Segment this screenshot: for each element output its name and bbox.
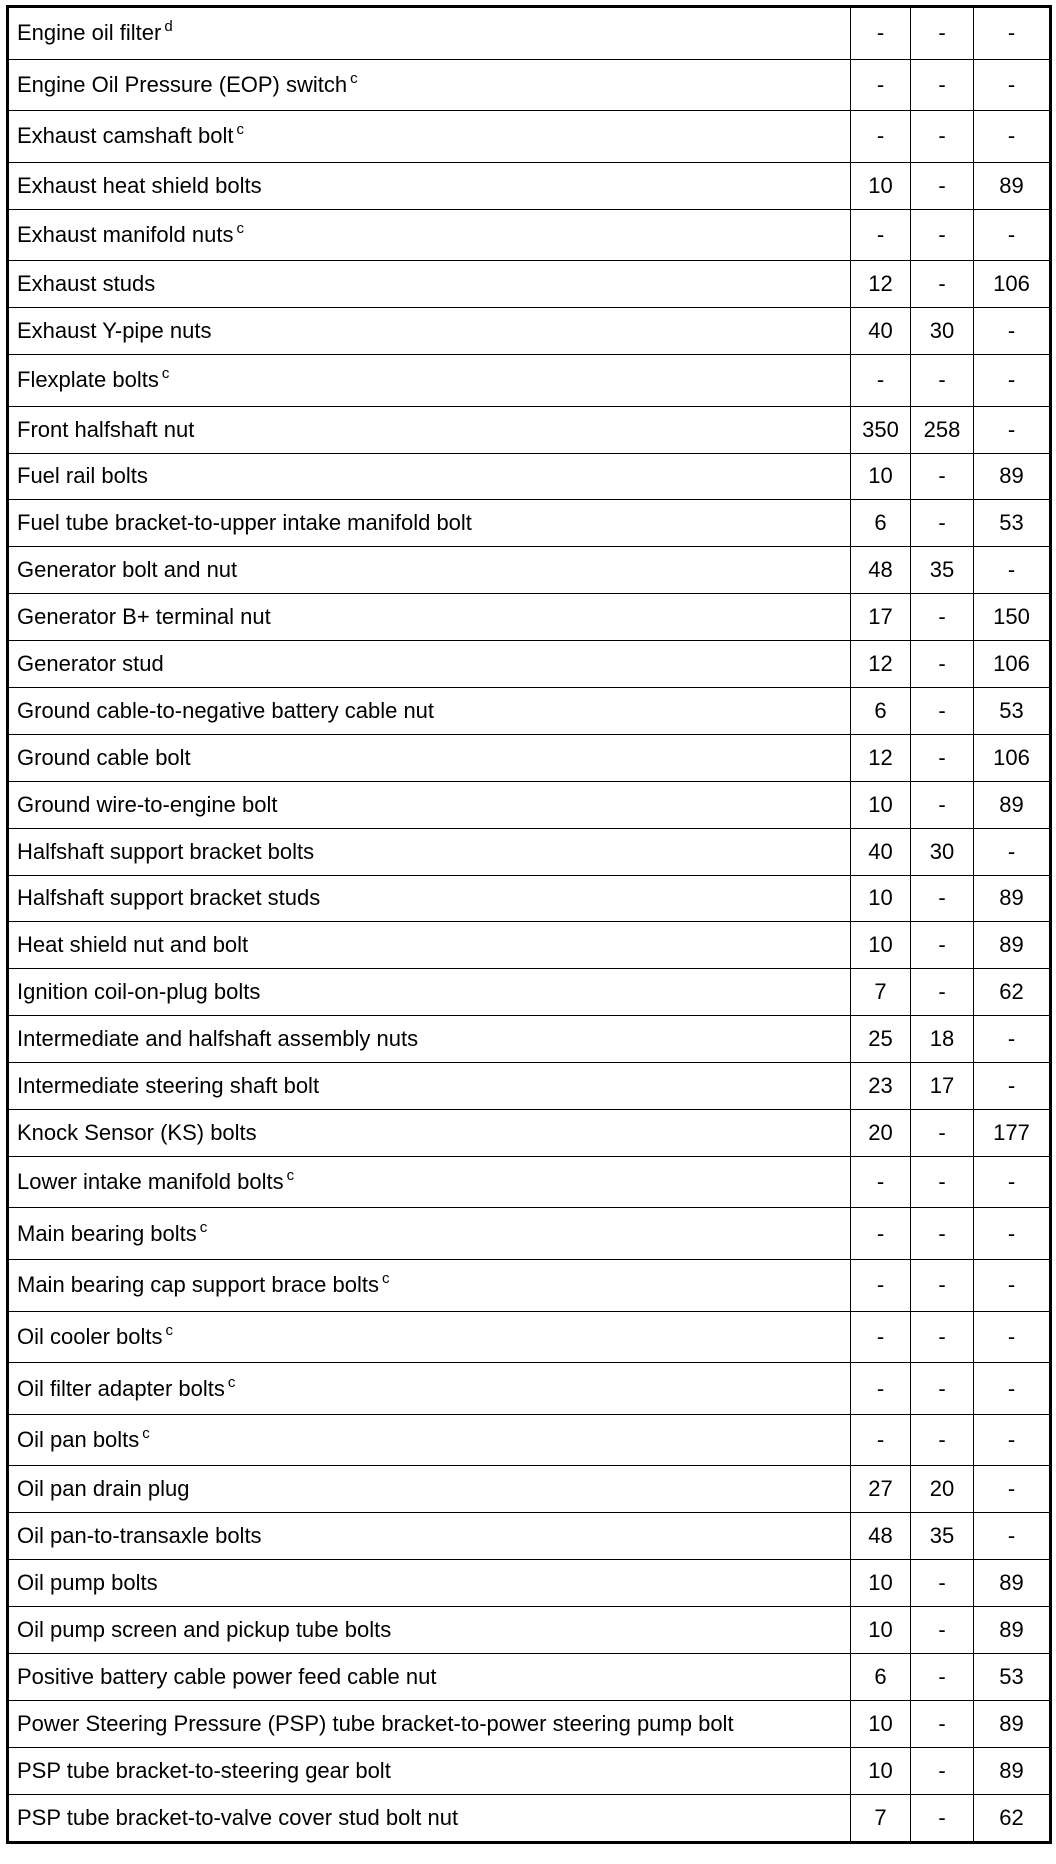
torque-lbft-cell: - [911,7,974,60]
footnote-marker: c [165,1321,174,1339]
torque-nm-cell: - [851,111,911,163]
torque-lbft-cell: - [911,594,974,641]
footnote-marker: c [236,219,244,237]
torque-lbft-cell: 30 [911,308,974,355]
torque-nm-cell: 10 [851,1700,911,1747]
table-row [8,1063,1051,1110]
component-label: PSP tube bracket-to-steering gear bolt [17,1757,391,1783]
torque-lbin-cell: - [974,1466,1051,1513]
torque-lbft-cell: 20 [911,1466,974,1513]
torque-nm-cell: 48 [851,1513,911,1560]
component-label: Halfshaft support bracket studs [17,885,321,911]
torque-nm-cell: 6 [851,1654,911,1701]
torque-lbin-cell: 89 [974,1700,1051,1747]
component-label: Exhaust Y-pipe nuts [17,318,212,344]
torque-lbin-cell: 53 [974,687,1051,734]
table-row [8,1311,1051,1363]
table-row [8,641,1051,688]
torque-lbft-cell: - [911,781,974,828]
component-cell [8,1156,851,1208]
component-cell [8,1063,851,1110]
footnote-marker: c [227,1373,236,1391]
table-row [8,162,1051,209]
component-cell [8,1794,851,1842]
torque-nm-cell: - [851,209,911,261]
table-row [8,1363,1051,1415]
component-label: Ground wire-to-engine bolt [17,791,278,817]
torque-lbft-cell: - [911,500,974,547]
component-label: Positive battery cable power feed cable nut [17,1663,437,1689]
torque-lbin-cell: - [974,111,1051,163]
table-row [8,1110,1051,1157]
component-cell [8,547,851,594]
table-row [8,1513,1051,1560]
torque-lbft-cell: - [911,162,974,209]
table-row [8,734,1051,781]
table-row [8,308,1051,355]
torque-lbin-cell: 106 [974,641,1051,688]
torque-lbin-cell: 106 [974,261,1051,308]
footnote-marker: c [350,69,358,87]
component-label: Exhaust camshaft bolt [17,123,234,149]
torque-nm-cell: 10 [851,781,911,828]
torque-lbin-cell: - [974,209,1051,261]
torque-lbin-cell: 89 [974,453,1051,500]
component-label: Exhaust studs [17,271,156,297]
component-cell [8,111,851,163]
torque-lbft-cell: - [911,1363,974,1415]
table-row [8,1156,1051,1208]
torque-lbin-cell: 106 [974,734,1051,781]
component-cell [8,162,851,209]
torque-lbft-cell: - [911,355,974,407]
torque-lbft-cell: - [911,1208,974,1260]
component-cell [8,1466,851,1513]
component-label: Flexplate bolts [17,367,159,393]
component-label: Intermediate steering shaft bolt [17,1073,320,1099]
torque-nm-cell: 12 [851,734,911,781]
component-label: Front halfshaft nut [17,416,195,442]
torque-nm-cell: 10 [851,162,911,209]
component-cell [8,1110,851,1157]
torque-nm-cell: 6 [851,500,911,547]
component-cell [8,261,851,308]
torque-spec-body [8,7,1051,1843]
torque-nm-cell: 12 [851,641,911,688]
component-label: Generator stud [17,651,164,677]
table-row [8,59,1051,111]
table-row [8,547,1051,594]
table-row [8,261,1051,308]
torque-lbft-cell: - [911,969,974,1016]
table-row [8,1560,1051,1607]
torque-lbft-cell: - [911,1794,974,1842]
component-cell [8,355,851,407]
torque-lbft-cell: - [911,1654,974,1701]
component-cell [8,1208,851,1260]
torque-lbft-cell: 30 [911,828,974,875]
torque-lbin-cell: - [974,406,1051,453]
component-label: PSP tube bracket-to-valve cover stud bolt nut [17,1804,459,1830]
torque-lbin-cell: 89 [974,922,1051,969]
torque-lbft-cell: - [911,453,974,500]
table-row [8,1747,1051,1794]
component-cell [8,59,851,111]
component-cell [8,641,851,688]
torque-nm-cell: 10 [851,453,911,500]
torque-lbft-cell: - [911,1110,974,1157]
table-row [8,209,1051,261]
torque-nm-cell: 7 [851,969,911,1016]
table-row [8,1208,1051,1260]
component-cell [8,7,851,60]
torque-lbin-cell: - [974,1156,1051,1208]
component-label: Exhaust manifold nuts [17,221,234,247]
table-row [8,1607,1051,1654]
footnote-marker: c [236,121,244,139]
torque-nm-cell: 12 [851,261,911,308]
torque-spec-table [6,5,1052,1844]
component-cell [8,1607,851,1654]
component-label: Oil filter adapter bolts [17,1375,225,1401]
table-row [8,500,1051,547]
torque-lbft-cell: - [911,687,974,734]
torque-lbin-cell: - [974,828,1051,875]
component-label: Ground cable bolt [17,744,191,770]
torque-nm-cell: 40 [851,828,911,875]
component-label: Oil pan-to-transaxle bolts [17,1523,262,1549]
table-row [8,875,1051,922]
component-cell [8,453,851,500]
footnote-marker: c [142,1425,150,1443]
torque-lbft-cell: - [911,1156,974,1208]
torque-lbin-cell: - [974,1016,1051,1063]
torque-lbft-cell: - [911,261,974,308]
component-label: Exhaust heat shield bolts [17,172,262,198]
torque-lbft-cell: - [911,875,974,922]
torque-lbin-cell: 89 [974,875,1051,922]
component-label: Power Steering Pressure (PSP) tube bracket-to-power steering pump bolt [17,1710,734,1736]
torque-nm-cell: 10 [851,875,911,922]
torque-nm-cell: 25 [851,1016,911,1063]
torque-nm-cell: 350 [851,406,911,453]
component-cell [8,734,851,781]
torque-lbin-cell: 62 [974,969,1051,1016]
torque-lbft-cell: - [911,209,974,261]
torque-nm-cell: - [851,1156,911,1208]
torque-lbft-cell: - [911,1700,974,1747]
torque-lbft-cell: 17 [911,1063,974,1110]
footnote-marker: c [161,365,170,383]
component-cell [8,1654,851,1701]
component-cell [8,781,851,828]
torque-lbft-cell: - [911,641,974,688]
component-cell [8,1747,851,1794]
component-label: Oil cooler bolts [17,1323,163,1349]
component-cell [8,209,851,261]
torque-lbin-cell: 89 [974,162,1051,209]
table-row [8,1654,1051,1701]
component-label: Oil pan drain plug [17,1476,190,1502]
component-label: Generator B+ terminal nut [17,604,271,630]
footnote-marker: d [164,18,173,36]
table-row [8,687,1051,734]
torque-lbft-cell: - [911,734,974,781]
torque-nm-cell: - [851,1363,911,1415]
torque-lbin-cell: 150 [974,594,1051,641]
torque-lbft-cell: 258 [911,406,974,453]
torque-lbin-cell: 177 [974,1110,1051,1157]
component-cell [8,1513,851,1560]
component-label: Oil pump screen and pickup tube bolts [17,1617,392,1643]
torque-lbin-cell: 89 [974,1607,1051,1654]
torque-nm-cell: - [851,7,911,60]
torque-nm-cell: 10 [851,922,911,969]
table-row [8,1414,1051,1466]
component-cell [8,500,851,547]
footnote-marker: c [286,1167,295,1185]
table-row [8,1016,1051,1063]
torque-nm-cell: 48 [851,547,911,594]
component-label: Halfshaft support bracket bolts [17,838,315,864]
torque-lbin-cell: - [974,1513,1051,1560]
torque-nm-cell: 6 [851,687,911,734]
component-label: Heat shield nut and bolt [17,932,249,958]
table-row [8,1700,1051,1747]
torque-lbin-cell: - [974,7,1051,60]
component-label: Engine Oil Pressure (EOP) switch [17,71,348,97]
component-label: Ignition coil-on-plug bolts [17,979,261,1005]
component-cell [8,1363,851,1415]
component-cell [8,1311,851,1363]
torque-lbin-cell: - [974,1414,1051,1466]
torque-lbft-cell: - [911,1414,974,1466]
torque-lbin-cell: - [974,1208,1051,1260]
torque-lbin-cell: 89 [974,781,1051,828]
table-row [8,969,1051,1016]
table-row [8,781,1051,828]
footnote-marker: c [199,1218,208,1236]
table-row [8,355,1051,407]
table-row [8,111,1051,163]
component-cell [8,594,851,641]
torque-nm-cell: 10 [851,1560,911,1607]
torque-lbin-cell: - [974,1363,1051,1415]
component-label: Knock Sensor (KS) bolts [17,1119,257,1145]
component-cell [8,875,851,922]
component-label: Main bearing bolts [17,1220,197,1246]
component-label: Engine oil filter [17,20,162,46]
table-row [8,406,1051,453]
table-row [8,1794,1051,1842]
torque-lbft-cell: - [911,1260,974,1312]
table-row [8,828,1051,875]
component-cell [8,406,851,453]
component-cell [8,308,851,355]
component-cell [8,1260,851,1312]
torque-lbin-cell: - [974,308,1051,355]
torque-lbft-cell: - [911,1560,974,1607]
torque-nm-cell: - [851,1208,911,1260]
torque-lbft-cell: - [911,1311,974,1363]
component-label: Generator bolt and nut [17,557,238,583]
table-row [8,7,1051,60]
component-cell [8,1700,851,1747]
torque-nm-cell: 17 [851,594,911,641]
torque-nm-cell: - [851,355,911,407]
component-label: Intermediate and halfshaft assembly nuts [17,1026,419,1052]
component-cell [8,1016,851,1063]
torque-lbin-cell: - [974,547,1051,594]
torque-lbft-cell: 18 [911,1016,974,1063]
torque-nm-cell: 10 [851,1607,911,1654]
footnote-marker: c [382,1270,390,1288]
torque-lbft-cell: 35 [911,1513,974,1560]
torque-nm-cell: - [851,1311,911,1363]
component-cell [8,1414,851,1466]
table-row [8,1260,1051,1312]
component-label: Main bearing cap support brace bolts [17,1272,379,1298]
torque-lbin-cell: 53 [974,500,1051,547]
torque-nm-cell: 27 [851,1466,911,1513]
torque-lbin-cell: 89 [974,1747,1051,1794]
torque-lbin-cell: - [974,1063,1051,1110]
torque-lbin-cell: 62 [974,1794,1051,1842]
table-row [8,1466,1051,1513]
torque-lbft-cell: - [911,922,974,969]
component-cell [8,1560,851,1607]
torque-lbin-cell: - [974,59,1051,111]
torque-lbft-cell: - [911,111,974,163]
torque-nm-cell: - [851,59,911,111]
component-label: Fuel rail bolts [17,463,148,489]
component-label: Oil pump bolts [17,1570,158,1596]
torque-lbin-cell: - [974,1311,1051,1363]
torque-nm-cell: 10 [851,1747,911,1794]
torque-lbft-cell: - [911,1747,974,1794]
table-row [8,922,1051,969]
component-label: Oil pan bolts [17,1427,140,1453]
table-row [8,594,1051,641]
table-row [8,453,1051,500]
component-cell [8,687,851,734]
torque-lbft-cell: - [911,59,974,111]
component-cell [8,828,851,875]
torque-nm-cell: 7 [851,1794,911,1842]
component-cell [8,922,851,969]
torque-nm-cell: 40 [851,308,911,355]
torque-lbin-cell: 53 [974,1654,1051,1701]
torque-nm-cell: 20 [851,1110,911,1157]
torque-lbft-cell: 35 [911,547,974,594]
torque-lbin-cell: 89 [974,1560,1051,1607]
component-label: Fuel tube bracket-to-upper intake manifold bolt [17,510,472,536]
torque-lbin-cell: - [974,1260,1051,1312]
component-cell [8,969,851,1016]
component-label: Lower intake manifold bolts [17,1169,284,1195]
torque-nm-cell: - [851,1414,911,1466]
component-label: Ground cable-to-negative battery cable nut [17,697,435,723]
torque-nm-cell: - [851,1260,911,1312]
torque-nm-cell: 23 [851,1063,911,1110]
torque-lbin-cell: - [974,355,1051,407]
torque-lbft-cell: - [911,1607,974,1654]
